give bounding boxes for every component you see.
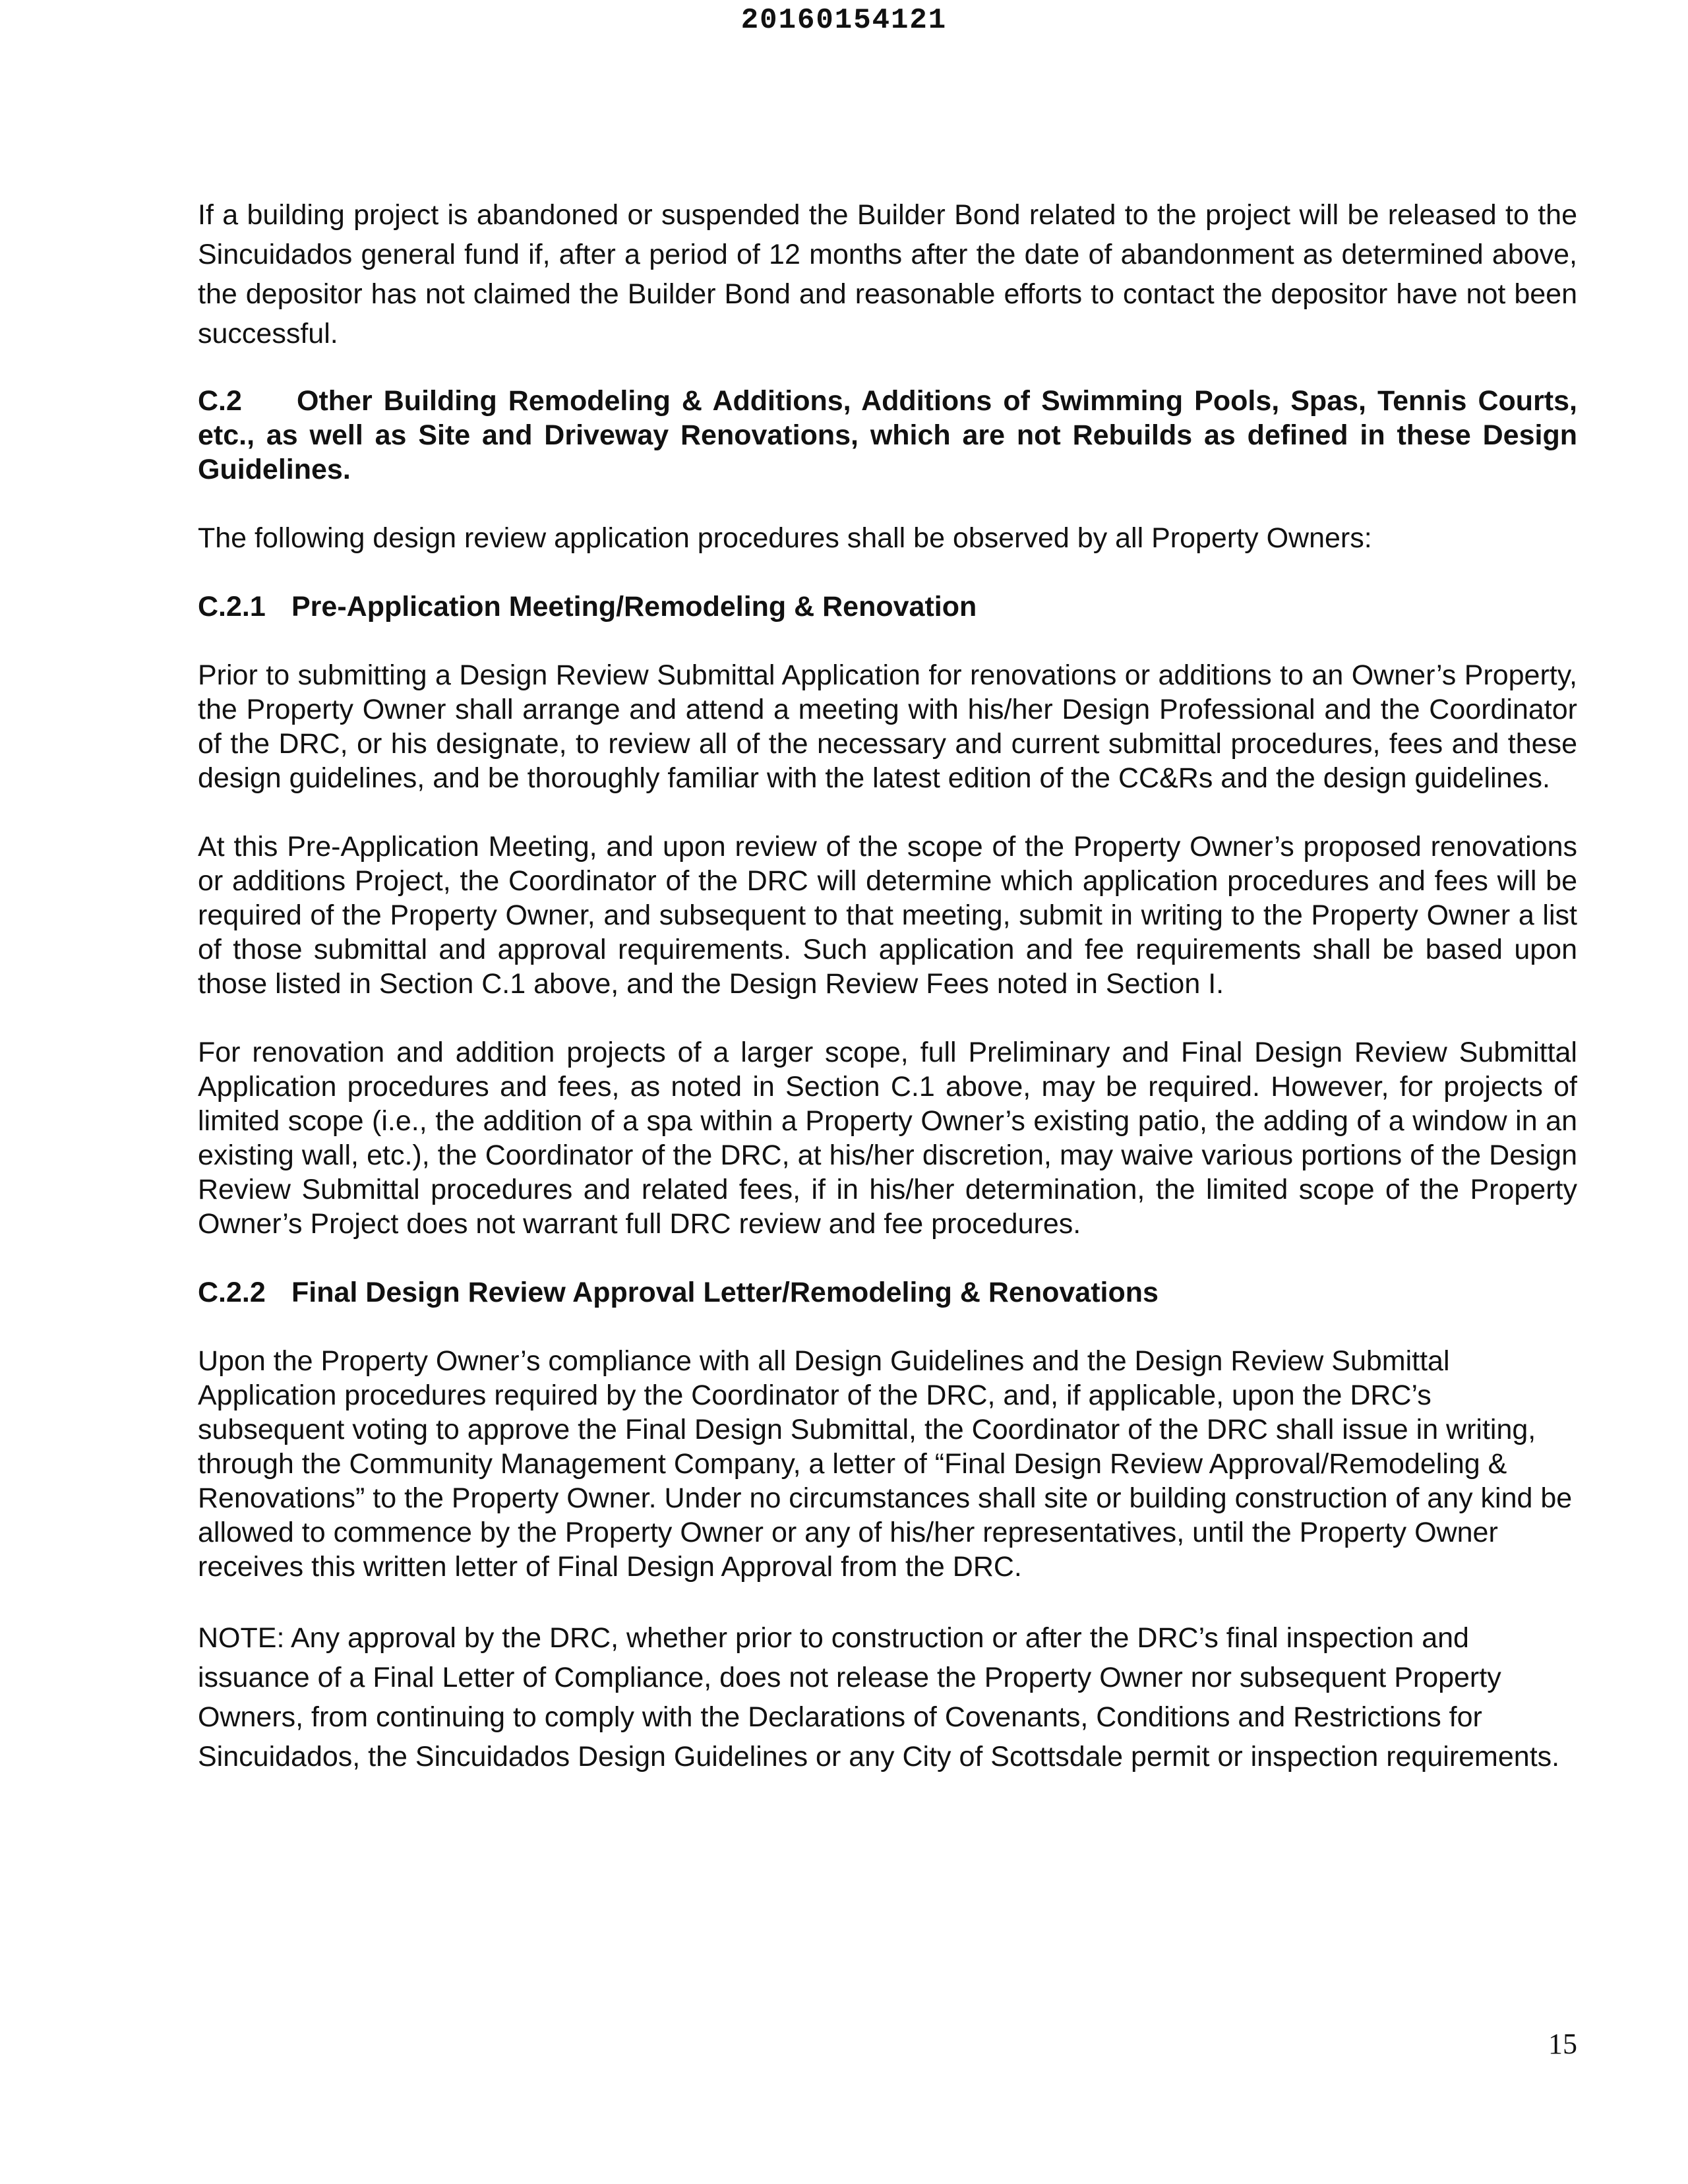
- paragraph-meeting-scope: At this Pre-Application Meeting, and upon review of the scope of the Property Owner’s proposed renovations or additions Project, the Coordinator of the DRC will determine which application procedures and fees will be required of the Property Owner, and subsequent to that meeting, submit in writing to the Property Owner a list of those submittal and approval requirements. Such application and fee requirements shall be based upon those listed in Section C.1 above, and the Design Review Fees noted in Section I.: [198, 831, 1577, 1000]
- section-c22-heading: [198, 1275, 1577, 1310]
- section-c21-heading: [198, 590, 1577, 624]
- section-c22-title: Final Design Review Approval Letter/Remodeling & Renovations: [291, 1277, 1159, 1308]
- paragraph-procedures-intro: The following design review application procedures shall be observed by all Property Owners:: [198, 522, 1372, 554]
- paragraph-approval-letter: Upon the Property Owner’s compliance with all Design Guidelines and the Design Review Submittal Application procedures required by the Coordinator of the DRC, and, if applicable, upon the DRC’s subsequent voting to approve the Final Design Submittal, the Coordinator of the DRC shall issue in writing, through the Community Management Company, a letter of “Final Design Review Approval/Remodeling & Renovations” to the Property Owner. Under no circumstances shall site or building construction of any kind be allowed to commence by the Property Owner or any of his/her representatives, until the Property Owner receives this written letter of Final Design Approval from the DRC.: [198, 1345, 1573, 1583]
- section-c2-number: C.2: [198, 385, 242, 417]
- paragraph-pre-application: Prior to submitting a Design Review Submittal Application for renovations or additions to an Owner’s Property, the Property Owner shall arrange and attend a meeting with his/her Design Professional and the Coordinator of the DRC, or his designate, to review all of the necessary and current submittal procedures, fees and these design guidelines, and be thoroughly familiar with the latest edition of the CC&Rs and the design guidelines.: [198, 659, 1577, 794]
- paragraph-larger-scope: For renovation and addition projects of a larger scope, full Preliminary and Final Design Review Submittal Application procedures and fees, as noted in Section C.1 above, may be required. However, for projects of limited scope (i.e., the addition of a spa within a Property Owner’s existing patio, the adding of a window in an existing wall, etc.), the Coordinator of the DRC, at his/her discretion, may waive various portions of the Design Review Submittal procedures and related fees, if in his/her determination, the limited scope of the Property Owner’s Project does not warrant full DRC review and fee procedures.: [198, 1037, 1577, 1240]
- page-number: 15: [1548, 2028, 1577, 2060]
- document-number: 20160154121: [740, 4, 948, 37]
- paragraph-abandoned-project: If a building project is abandoned or suspended the Builder Bond related to the project will be released to the Sincuidados general fund if, after a period of 12 months after the date of abandonment as determined above, the depositor has not claimed the Builder Bond and reasonable efforts to contact the depositor have not been successful.: [198, 199, 1577, 349]
- section-c21-number: C.2.1: [198, 591, 266, 622]
- section-c21-title: Pre-Application Meeting/Remodeling & Renovation: [291, 591, 977, 622]
- section-c2-heading: [198, 384, 1577, 487]
- paragraph-note: NOTE: Any approval by the DRC, whether prior to construction or after the DRC’s final inspection and issuance of a Final Letter of Compliance, does not release the Property Owner nor subsequent Property Owners, from continuing to comply with the Declarations of Covenants, Conditions and Restrictions for Sincuidados, the Sincuidados Design Guidelines or any City of Scottsdale permit or inspection requirements.: [198, 1622, 1560, 1773]
- section-c2-title: Other Building Remodeling & Additions, Additions of Swimming Pools, Spas, Tennis Courts, etc., as well as Site and Driveway Renovations, which are not Rebuilds as defined in these Design Guidelines.: [198, 385, 1577, 485]
- page-body: [198, 195, 1577, 1776]
- section-c22-number: C.2.2: [198, 1277, 266, 1308]
